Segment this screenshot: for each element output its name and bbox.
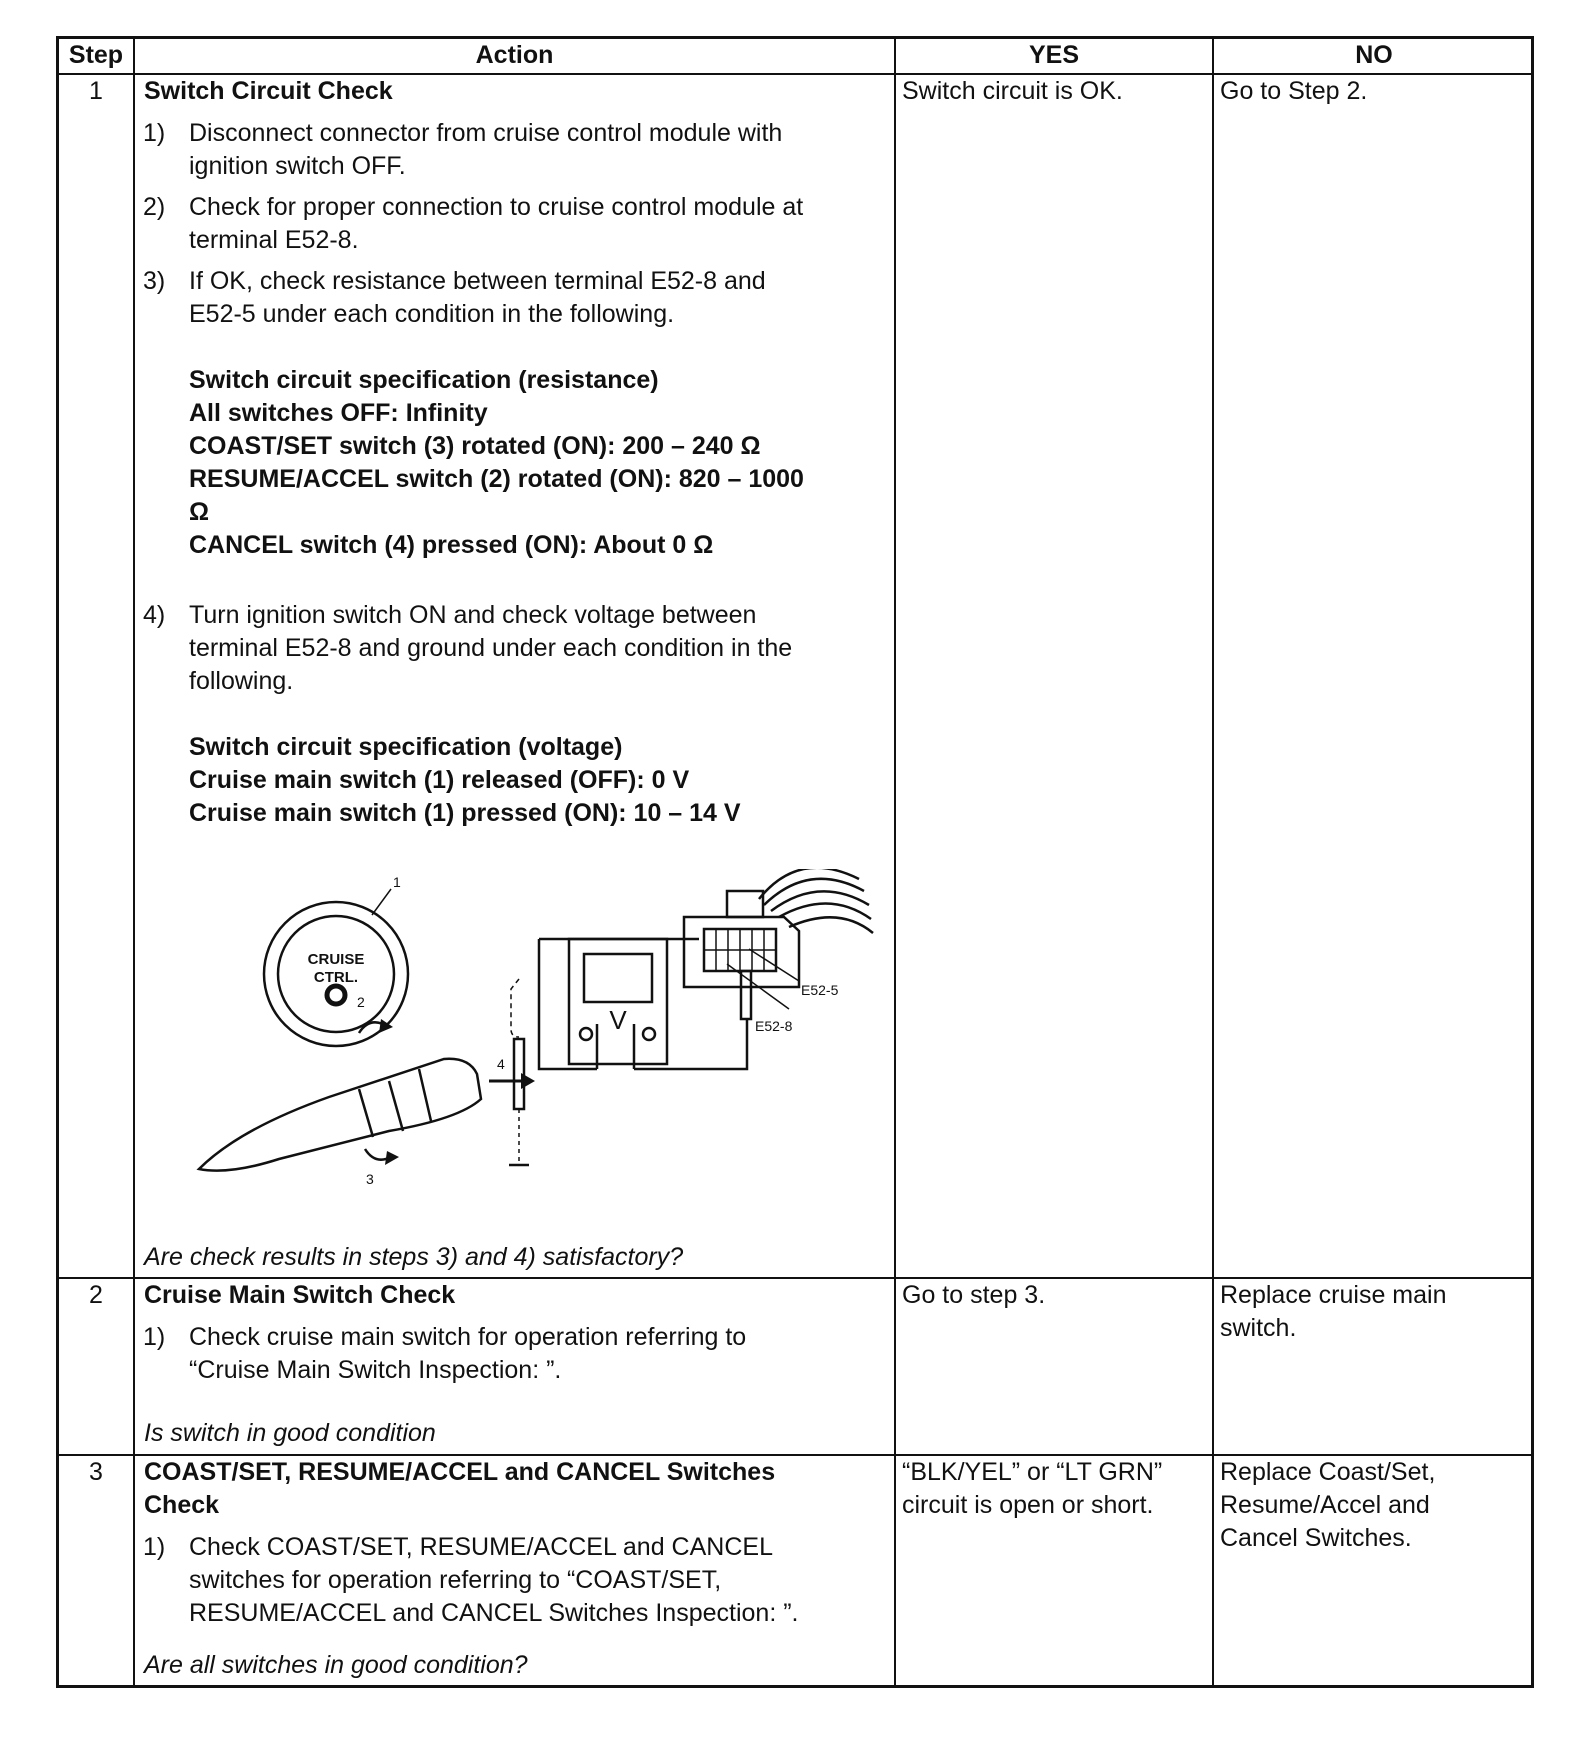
combination-switch-stalk xyxy=(199,1059,481,1171)
callout-label: 1 xyxy=(393,874,401,890)
step-title: Cruise Main Switch Check xyxy=(144,1281,456,1309)
header-action: Action xyxy=(475,41,554,69)
item-text: switches for operation referring to “COAST/SET, xyxy=(189,1566,722,1594)
step-question: Is switch in good condition xyxy=(144,1419,436,1447)
step-title: COAST/SET, RESUME/ACCEL and CANCEL Switches xyxy=(144,1458,776,1486)
terminal-label: E52-5 xyxy=(801,982,839,998)
item-text: Check for proper connection to cruise control module at xyxy=(189,193,804,221)
item-text: Check cruise main switch for operation referring to xyxy=(189,1323,747,1351)
col-divider xyxy=(894,39,896,1685)
no-result: Replace Coast/Set, xyxy=(1220,1458,1436,1486)
item-number: 3) xyxy=(143,267,166,295)
item-text: E52-5 under each condition in the following. xyxy=(189,300,675,328)
item-text: Disconnect connector from cruise control module with xyxy=(189,119,783,147)
item-number: 1) xyxy=(143,119,166,147)
item-text: terminal E52-8. xyxy=(189,226,359,254)
item-text: Turn ignition switch ON and check voltage between xyxy=(189,601,757,629)
diagnosis-table xyxy=(56,36,1534,1688)
col-divider xyxy=(1212,39,1214,1685)
step-title: Switch Circuit Check xyxy=(144,77,393,105)
button-label-line2: CTRL. xyxy=(313,969,359,986)
callout-leader xyxy=(372,889,391,915)
spec-line: RESUME/ACCEL switch (2) rotated (ON): 820 – 1000 xyxy=(189,465,804,493)
voltmeter-display xyxy=(584,954,652,1002)
no-result: Cancel Switches. xyxy=(1220,1524,1412,1552)
meter-wire xyxy=(634,1019,747,1069)
header-no: NO xyxy=(1355,41,1393,69)
item-text: terminal E52-8 and ground under each condition in the xyxy=(189,634,793,662)
spec-line: Cruise main switch (1) pressed (ON): 10 – 14 V xyxy=(189,799,741,827)
item-text: If OK, check resistance between terminal E52-8 and xyxy=(189,267,766,295)
item-text: RESUME/ACCEL and CANCEL Switches Inspection: ”. xyxy=(189,1599,799,1627)
button-label-line1: CRUISE xyxy=(307,951,365,968)
spec-line: COAST/SET switch (3) rotated (ON): 200 – 240 Ω xyxy=(189,432,761,460)
yes-result: circuit is open or short. xyxy=(902,1491,1154,1519)
item-text: ignition switch OFF. xyxy=(189,152,406,180)
spec-line: Switch circuit specification (voltage) xyxy=(189,733,623,761)
item-number: 2) xyxy=(143,193,166,221)
yes-result: “BLK/YEL” or “LT GRN” xyxy=(902,1458,1163,1486)
callout-label: 4 xyxy=(497,1056,505,1072)
stalk-ring-line xyxy=(389,1081,403,1131)
spec-line: Cruise main switch (1) released (OFF): 0 V xyxy=(189,766,690,794)
ground-lead xyxy=(511,979,519,1037)
col-divider xyxy=(133,39,135,1685)
header-yes: YES xyxy=(1028,41,1080,69)
step-title: Check xyxy=(144,1491,220,1519)
stalk-ring-line xyxy=(419,1069,431,1121)
meter-terminal-plus xyxy=(643,1028,655,1040)
no-result: Replace cruise main xyxy=(1220,1281,1447,1309)
spec-line: Switch circuit specification (resistance) xyxy=(189,366,659,394)
spec-line: CANCEL switch (4) pressed (ON): About 0 Ω xyxy=(189,531,714,559)
connector-latch xyxy=(727,891,763,917)
e52-5-leader xyxy=(749,949,799,981)
meter-terminal-minus xyxy=(580,1028,592,1040)
yes-result: Switch circuit is OK. xyxy=(902,77,1123,105)
no-result: Resume/Accel and xyxy=(1220,1491,1430,1519)
step-question: Are all switches in good condition? xyxy=(144,1651,528,1679)
meter-label: V xyxy=(609,1005,627,1035)
header-step: Step xyxy=(68,41,124,69)
spec-line: All switches OFF: Infinity xyxy=(189,399,488,427)
no-result: switch. xyxy=(1220,1314,1297,1342)
item-number: 1) xyxy=(143,1533,166,1561)
step-number: 2 xyxy=(89,1281,103,1309)
callout-label: 3 xyxy=(366,1171,374,1187)
harness-wire xyxy=(771,891,869,911)
yes-result: Go to step 3. xyxy=(902,1281,1046,1309)
harness-wire xyxy=(789,917,873,933)
rotate-arrow-head xyxy=(385,1151,399,1165)
item-text: Check COAST/SET, RESUME/ACCEL and CANCEL xyxy=(189,1533,773,1561)
switch-circuit-figure xyxy=(159,869,899,1249)
step-question: Are check results in steps 3) and 4) satisfactory? xyxy=(144,1243,684,1271)
step-number: 3 xyxy=(89,1458,103,1486)
item-number: 4) xyxy=(143,601,166,629)
spec-line: Ω xyxy=(189,498,210,526)
item-text: following. xyxy=(189,667,294,695)
cancel-arrow-head xyxy=(521,1073,535,1089)
item-number: 1) xyxy=(143,1323,166,1351)
item-text: “Cruise Main Switch Inspection: ”. xyxy=(189,1356,562,1384)
no-result: Go to Step 2. xyxy=(1220,77,1368,105)
stalk-ring-line xyxy=(359,1089,373,1137)
cruise-button-indicator xyxy=(327,986,345,1004)
step-number: 1 xyxy=(89,77,103,105)
terminal-label: E52-8 xyxy=(755,1018,793,1034)
callout-label: 2 xyxy=(357,994,365,1010)
